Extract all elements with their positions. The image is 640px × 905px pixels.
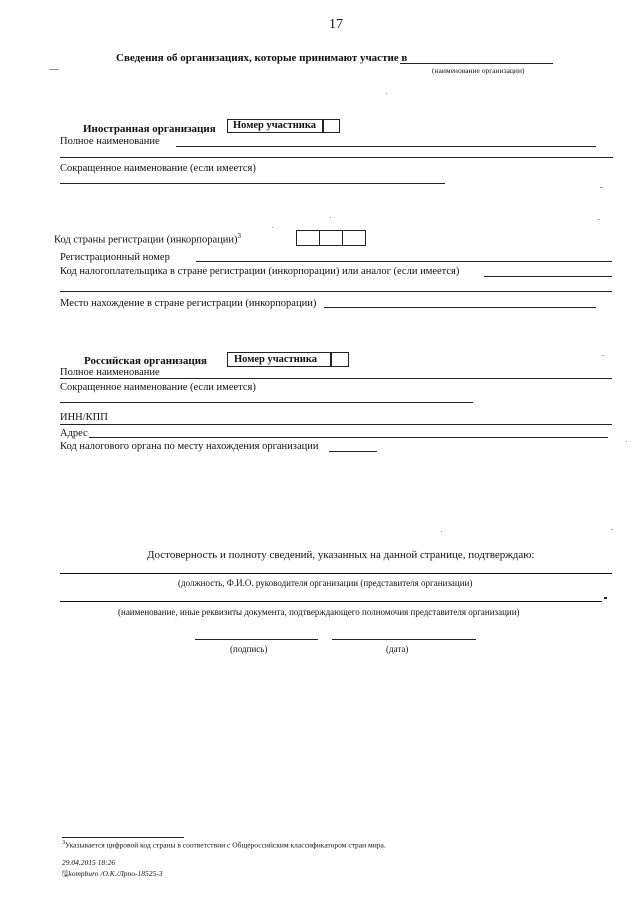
page-title: Сведения об организациях, которые принимают участие в bbox=[116, 52, 408, 64]
scan-mark bbox=[598, 219, 600, 220]
document-line[interactable] bbox=[60, 601, 602, 602]
foreign-participant-number-box bbox=[227, 119, 323, 133]
country-code-label bbox=[54, 232, 241, 246]
russian-short-name-label: Сокращенное наименование (если имеется) bbox=[60, 382, 256, 393]
scan-mark bbox=[272, 227, 273, 228]
location-line[interactable] bbox=[324, 307, 596, 308]
org-name-line bbox=[400, 63, 553, 64]
tax-authority-line[interactable] bbox=[329, 451, 377, 452]
footnote bbox=[62, 840, 386, 850]
registration-number-line[interactable] bbox=[196, 261, 612, 262]
country-code-cell-1[interactable] bbox=[296, 230, 320, 246]
org-name-caption: (наименование организации) bbox=[432, 66, 525, 75]
russian-org-heading: Российская организация bbox=[84, 355, 207, 367]
footnote-ref: 3 bbox=[237, 232, 242, 240]
scan-mark bbox=[386, 93, 387, 94]
registration-number-label: Регистрационный номер bbox=[60, 252, 170, 263]
address-line[interactable] bbox=[89, 437, 608, 438]
foreign-full-name-line-2[interactable] bbox=[60, 157, 613, 158]
printer-icon: 🖫 bbox=[62, 869, 69, 878]
foreign-short-name-label: Сокращенное наименование (если имеется) bbox=[60, 163, 256, 174]
scan-mark bbox=[600, 187, 603, 188]
russian-short-name-line[interactable] bbox=[60, 402, 473, 403]
scan-mark bbox=[49, 69, 59, 70]
taxpayer-code-label: Код налогоплательщика в стране регистрации (инкорпорации) или аналог (если имеется) bbox=[60, 266, 460, 277]
footnote-text: Указывается цифровой код страны в соответствии с Общероссийским классификатором стран мира. bbox=[65, 840, 386, 850]
print-timestamp: 29.04.2015 18:26 bbox=[62, 858, 116, 867]
foreign-full-name-line[interactable] bbox=[176, 146, 596, 147]
country-code-text: Код страны регистрации (инкорпорации) bbox=[54, 234, 238, 246]
country-code-cell-3[interactable] bbox=[342, 230, 366, 246]
russian-participant-number-cell[interactable] bbox=[331, 352, 349, 367]
document-caption: (наименование, иные реквизиты документа, подтверждающего полномочия представителя организации) bbox=[118, 607, 520, 617]
russian-participant-number-box bbox=[227, 352, 331, 367]
russian-full-name-line[interactable] bbox=[60, 378, 612, 379]
country-code-cell-2[interactable] bbox=[319, 230, 343, 246]
tax-authority-label: Код налогового органа по месту нахождения организации bbox=[60, 441, 319, 452]
taxpayer-code-line-2[interactable] bbox=[60, 291, 612, 292]
date-caption: (дата) bbox=[386, 644, 409, 654]
foreign-participant-number-cell[interactable] bbox=[323, 119, 340, 133]
scan-mark bbox=[330, 217, 331, 218]
scan-mark bbox=[441, 531, 442, 532]
address-label: Адрес bbox=[60, 428, 88, 439]
foreign-org-heading: Иностранная организация bbox=[83, 123, 216, 135]
location-label: Место нахождение в стране регистрации (инкорпорации) bbox=[60, 298, 317, 309]
confirmation-statement: Достоверность и полноту сведений, указанных на данной странице, подтверждаю: bbox=[147, 549, 535, 561]
signature-caption: (подпись) bbox=[230, 644, 268, 654]
foreign-full-name-label: Полное наименование bbox=[60, 136, 160, 147]
scan-mark bbox=[604, 597, 607, 599]
scan-mark bbox=[611, 529, 613, 530]
scan-mark bbox=[626, 441, 627, 442]
footnote-separator bbox=[62, 837, 184, 838]
inn-kpp-line[interactable] bbox=[60, 424, 612, 425]
print-path bbox=[62, 868, 163, 881]
position-line[interactable] bbox=[60, 573, 612, 574]
footnote-marker: 3 bbox=[62, 840, 65, 846]
position-caption: (должность, Ф.И.О. руководителя организации (представителя организации) bbox=[178, 578, 473, 588]
date-line[interactable] bbox=[332, 639, 476, 640]
taxpayer-code-line[interactable] bbox=[484, 276, 612, 277]
russian-participant-number-label: Номер участника bbox=[234, 354, 317, 365]
scan-mark bbox=[602, 355, 604, 356]
signature-line[interactable] bbox=[195, 639, 318, 640]
foreign-short-name-line[interactable] bbox=[60, 183, 445, 184]
page-number: 17 bbox=[329, 17, 343, 32]
inn-kpp-label: ИНН/КПП bbox=[60, 412, 108, 423]
russian-full-name-label: Полное наименование bbox=[60, 367, 160, 378]
print-path-text: kompburo /О.К./Лрпо-18525-3 bbox=[68, 869, 163, 878]
foreign-participant-number-label: Номер участника bbox=[233, 120, 316, 131]
